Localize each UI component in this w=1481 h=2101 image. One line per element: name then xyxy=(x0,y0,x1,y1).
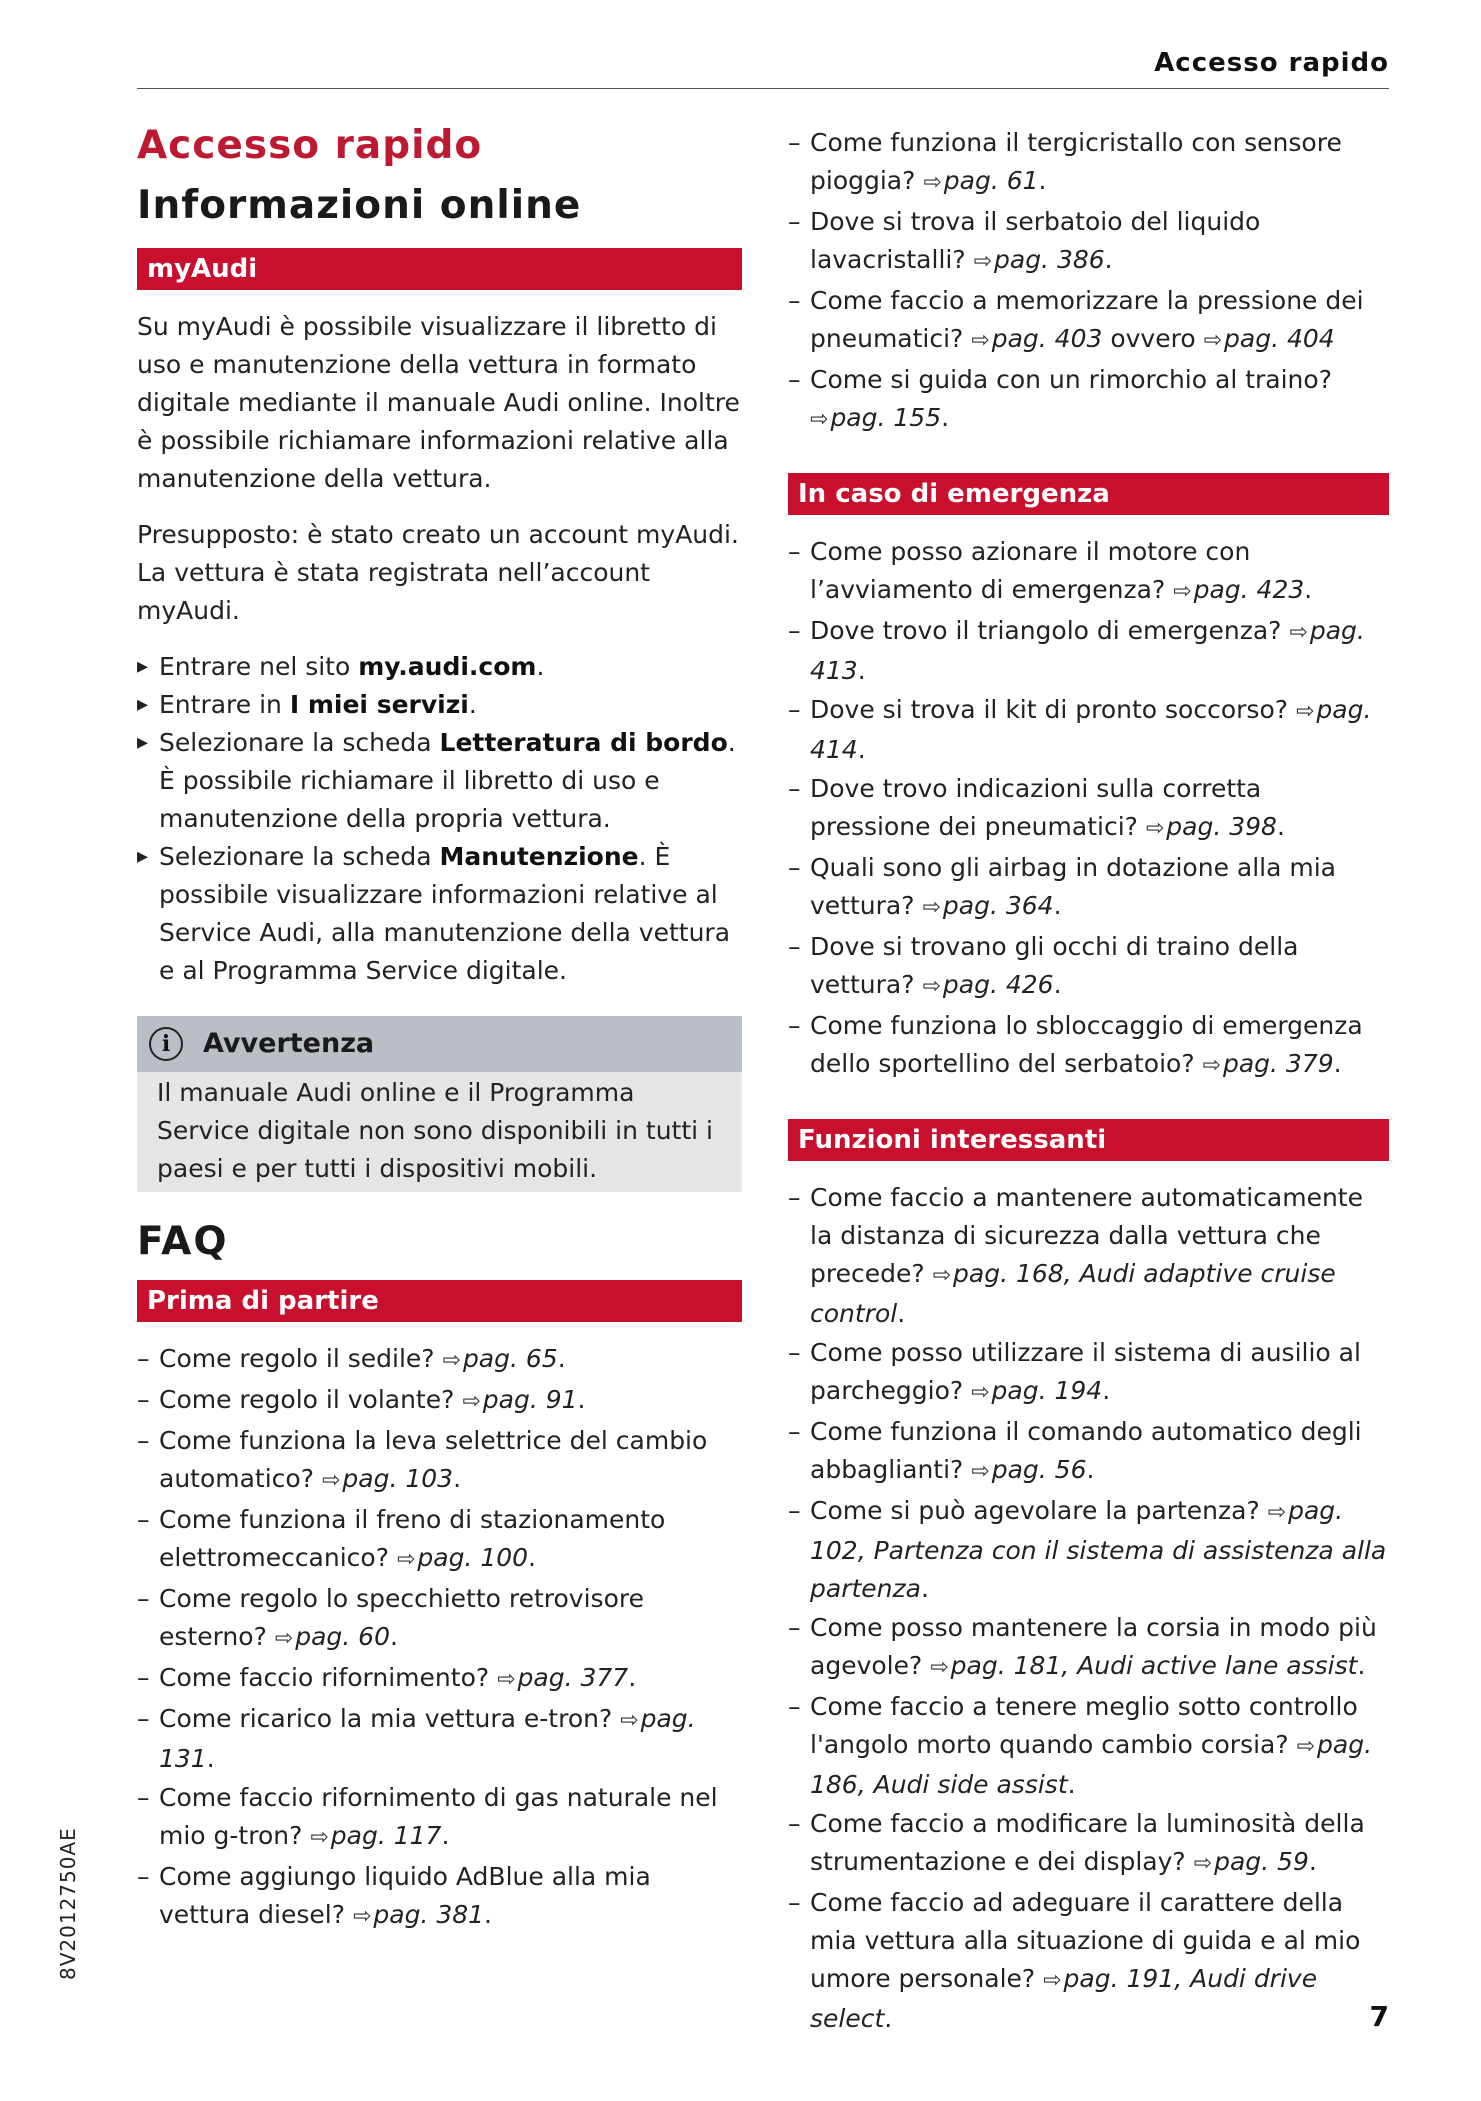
page-reference[interactable] xyxy=(971,324,1102,353)
faq-list xyxy=(137,1340,742,1936)
note-box xyxy=(137,1016,742,1192)
faq-punct: . xyxy=(1308,1847,1317,1876)
page-reference[interactable] xyxy=(974,245,1105,274)
faq-punct: . xyxy=(920,1574,929,1603)
page-reference[interactable] xyxy=(322,1464,453,1493)
page-number: 7 xyxy=(1369,2000,1389,2033)
page-reference-text: pag. 131 xyxy=(159,1704,696,1773)
page-reference-text: pag. 426 xyxy=(942,970,1054,999)
page-reference-text: pag. 59 xyxy=(1214,1847,1309,1876)
faq-question: Dove si trovano gli occhi di traino della vettura? xyxy=(810,932,1299,999)
page-reference[interactable] xyxy=(443,1344,558,1373)
page-reference-text: pag. 186, Audi side assist xyxy=(810,1730,1373,1799)
arrow-right-icon: ⇨ xyxy=(274,1626,294,1651)
page-reference-text: pag. 155 xyxy=(830,403,942,432)
faq-punct: . xyxy=(941,403,950,432)
faq-question: Come ricarico la mia vettura e-tron? xyxy=(159,1704,621,1733)
page-reference-text: pag. 102, Partenza con il sistema di assistenza alla partenza xyxy=(810,1496,1387,1603)
arrow-right-icon: ⇨ xyxy=(930,1655,949,1680)
faq-punct: . xyxy=(453,1464,462,1493)
page-reference[interactable] xyxy=(1194,1847,1309,1876)
right-column xyxy=(788,124,1389,2039)
page-reference[interactable] xyxy=(310,1821,441,1850)
page-reference-text: pag. 377 xyxy=(517,1663,629,1692)
faq-item xyxy=(788,1805,1389,1883)
faq-item xyxy=(788,928,1389,1006)
page-reference-text: pag. 191, Audi drive select xyxy=(810,1964,1318,2033)
faq-title: FAQ xyxy=(137,1219,229,1264)
faq-punct: . xyxy=(528,1543,536,1572)
page-reference[interactable] xyxy=(397,1543,528,1572)
step-item: ▸ Entrare in I miei servizi. xyxy=(137,686,742,724)
faq-punct: . xyxy=(484,1900,492,1929)
page-reference[interactable] xyxy=(1146,812,1277,841)
page-reference-text: pag. 181, Audi active lane assist xyxy=(950,1651,1358,1680)
faq-item xyxy=(788,849,1389,927)
page-reference[interactable] xyxy=(971,1455,1086,1484)
section-title: Accesso rapido xyxy=(137,123,483,168)
arrow-right-icon: ⇨ xyxy=(497,1667,516,1692)
faq-question: Come si guida con un rimorchio al traino? xyxy=(810,365,1332,394)
myaudi-bar: myAudi xyxy=(137,248,742,290)
faq-punct: . xyxy=(857,735,866,764)
note-title: Avvertenza xyxy=(203,1028,375,1059)
page-reference-text: pag. 65 xyxy=(462,1344,558,1373)
arrow-right-icon: ⇨ xyxy=(1145,816,1165,841)
arrow-right-icon: ⇨ xyxy=(971,328,990,353)
faq-question: Come posso azionare il motore con l’avviamento di emergenza? xyxy=(810,537,1251,604)
arrow-right-icon: ⇨ xyxy=(620,1708,639,1733)
faq-group-bar: Funzioni interessanti xyxy=(788,1119,1389,1161)
page-reference[interactable] xyxy=(1203,1049,1334,1078)
arrow-right-icon: ⇨ xyxy=(1173,579,1192,604)
myaudi-intro: Su myAudi è possibile visualizzare il libretto di uso e manutenzione della vettura in formato digitale mediante il manuale Audi online. Inoltre è possibile richiamare informazioni relative alla manutenzione della vettura. xyxy=(137,312,740,493)
faq-question: Come funziona il freno di stazionamento elettromeccanico? xyxy=(159,1505,666,1572)
page-reference[interactable] xyxy=(1173,575,1304,604)
faq-question: Come faccio a tenere meglio sotto controllo l'angolo morto quando cambio corsia? xyxy=(810,1692,1358,1759)
arrow-right-icon: ⇨ xyxy=(1203,328,1223,353)
arrow-right-icon: ⇨ xyxy=(352,1904,372,1929)
faq-list xyxy=(788,124,1389,439)
page-reference[interactable] xyxy=(497,1663,628,1692)
faq-punct: . xyxy=(577,1385,586,1414)
page-reference-text: pag. 168, Audi adaptive cruise control xyxy=(810,1259,1336,1328)
page-reference-text: pag. 91 xyxy=(482,1385,578,1414)
page-reference-text: pag. 414 xyxy=(810,695,1372,764)
arrow-right-icon: ⇨ xyxy=(973,249,992,274)
faq-punct: . xyxy=(1333,1049,1342,1078)
myaudi-requirement: Presupposto: è stato creato un account myAudi. La vettura è stata registrata nell’account myAudi. xyxy=(137,520,739,625)
faq-punct: . xyxy=(557,1344,566,1373)
faq-punct: . xyxy=(857,656,866,685)
faq-punct: . xyxy=(390,1622,398,1651)
arrow-right-icon: ⇨ xyxy=(923,170,942,195)
faq-group-bar: Prima di partire xyxy=(137,1280,742,1322)
faq-item xyxy=(137,1580,742,1658)
page-reference-text: pag. 60 xyxy=(295,1622,390,1651)
info-icon: i xyxy=(149,1027,183,1061)
page-reference-text: pag. 56 xyxy=(991,1455,1087,1484)
faq-punct: . xyxy=(884,2004,893,2033)
faq-punct: . xyxy=(1102,1376,1111,1405)
page-reference[interactable] xyxy=(462,1385,577,1414)
faq-item xyxy=(788,691,1389,769)
faq-list xyxy=(788,533,1389,1085)
page-reference-text: pag. 403 xyxy=(991,324,1103,353)
faq-question: Come funziona il comando automatico degli abbaglianti? xyxy=(810,1417,1362,1484)
arrow-right-icon: ⇨ xyxy=(971,1459,990,1484)
faq-item xyxy=(137,1858,742,1936)
left-column xyxy=(137,122,742,1937)
arrow-right-icon: ⇨ xyxy=(932,1263,952,1288)
step-item: ▸ Selezionare la scheda Letteratura di bordo. È possibile richiamare il libretto di uso e manutenzione della propria vettura. xyxy=(137,724,742,838)
page-reference-text: pag. 364 xyxy=(942,891,1054,920)
faq-punct: . xyxy=(1053,970,1062,999)
faq-group-bar: In caso di emergenza xyxy=(788,473,1389,515)
faq-question: Come faccio ad adeguare il carattere della mia vettura alla situazione di guida e al mio umore personale? xyxy=(810,1888,1361,1993)
page-reference-text: pag. 413 xyxy=(810,616,1365,685)
faq-item xyxy=(137,1779,742,1857)
arrow-right-icon: ⇨ xyxy=(971,1380,990,1405)
faq-question: Come faccio a memorizzare la pressione dei pneumatici? xyxy=(810,286,1364,353)
arrow-right-icon: ⇨ xyxy=(1296,1734,1316,1759)
faq-question: Come aggiungo liquido AdBlue alla mia vettura diesel? xyxy=(159,1862,651,1929)
faq-punct: . xyxy=(628,1663,637,1692)
page-reference[interactable] xyxy=(810,403,941,432)
faq-question: Come si può agevolare la partenza? xyxy=(810,1496,1268,1525)
faq-question: Come faccio a modificare la luminosità della strumentazione e dei display? xyxy=(810,1809,1365,1876)
arrow-right-icon: ⇨ xyxy=(1193,1851,1213,1876)
faq-punct: . xyxy=(441,1821,450,1850)
page-reference-text: pag. 194 xyxy=(991,1376,1103,1405)
page-reference[interactable] xyxy=(922,970,1053,999)
page-reference[interactable] xyxy=(971,1376,1102,1405)
page-reference-text: pag. 404 xyxy=(1224,324,1335,353)
page-reference[interactable] xyxy=(353,1900,484,1929)
faq-question: Dove si trova il kit di pronto soccorso? xyxy=(810,695,1296,724)
page-reference-text: pag. 117 xyxy=(330,1821,442,1850)
faq-item xyxy=(788,1609,1389,1687)
faq-list xyxy=(788,1179,1389,2038)
faq-question: Come regolo il sedile? xyxy=(159,1344,443,1373)
faq-punct: . xyxy=(1053,891,1062,920)
arrow-right-icon: ⇨ xyxy=(1289,620,1308,645)
faq-punct: . xyxy=(206,1744,215,1773)
note-text: Il manuale Audi online e il Programma Service digitale non sono disponibili in tutti i paesi e per tutti i dispositivi mobili. xyxy=(157,1078,713,1183)
faq-question: Dove si trova il serbatoio del liquido lavacristalli? xyxy=(810,207,1261,274)
faq-item xyxy=(788,282,1389,360)
document-code: 8V2012750AE xyxy=(56,1827,80,1980)
faq-punct: . xyxy=(1104,245,1113,274)
page-reference-text: pag. 423 xyxy=(1193,575,1305,604)
faq-item xyxy=(788,1007,1389,1085)
faq-punct: . xyxy=(1276,812,1285,841)
faq-punct: . xyxy=(1304,575,1313,604)
faq-item xyxy=(137,1501,742,1579)
page-reference-text: pag. 103 xyxy=(342,1464,454,1493)
faq-connector: ovvero xyxy=(1102,324,1204,353)
faq-item xyxy=(137,1340,742,1380)
page-reference-text: pag. 379 xyxy=(1222,1049,1334,1078)
arrow-right-icon: ⇨ xyxy=(1267,1500,1287,1525)
subsection-title: Informazioni online xyxy=(137,183,582,228)
faq-question: Come funziona la leva selettrice del cambio automatico? xyxy=(159,1426,708,1493)
arrow-right-icon: ⇨ xyxy=(922,974,941,999)
faq-item xyxy=(788,612,1389,690)
faq-question: Dove trovo indicazioni sulla corretta pressione dei pneumatici? xyxy=(810,774,1262,841)
page-reference[interactable] xyxy=(1204,324,1335,353)
myaudi-steps xyxy=(137,648,742,990)
faq-item xyxy=(788,1492,1389,1608)
step-item: ▸ Selezionare la scheda Manutenzione. È possibile visualizzare informazioni relative al Service Audi, alla manutenzione della vettura e al Programma Service digitale. xyxy=(137,838,742,990)
faq-item xyxy=(788,1884,1389,2038)
faq-item xyxy=(788,1688,1389,1804)
faq-question: Quali sono gli airbag in dotazione alla mia vettura? xyxy=(810,853,1337,920)
page-reference-text: pag. 100 xyxy=(417,1543,529,1572)
faq-item xyxy=(788,124,1389,202)
faq-punct: . xyxy=(1357,1651,1366,1680)
faq-item xyxy=(788,203,1389,281)
page-reference-text: pag. 381 xyxy=(373,1900,485,1929)
faq-question: Come funziona il tergicristallo con sensore pioggia? xyxy=(810,128,1342,195)
faq-punct: . xyxy=(1038,166,1047,195)
running-head: Accesso rapido xyxy=(1154,48,1389,78)
arrow-right-icon: ⇨ xyxy=(922,895,941,920)
faq-question: Come faccio rifornimento di gas naturale nel mio g-tron? xyxy=(159,1783,718,1850)
arrow-right-icon: ⇨ xyxy=(310,1825,329,1850)
arrow-right-icon: ⇨ xyxy=(1043,1968,1062,1993)
faq-item xyxy=(788,1413,1389,1491)
page-reference-text: pag. 398 xyxy=(1166,812,1277,841)
faq-question: Come posso mantenere la corsia in modo più agevole? xyxy=(810,1613,1377,1680)
header-rule xyxy=(137,88,1389,89)
arrow-right-icon: ⇨ xyxy=(1295,699,1315,724)
page-reference[interactable] xyxy=(275,1622,390,1651)
page-reference-text: pag. 61 xyxy=(943,166,1039,195)
faq-question: Come faccio a mantenere automaticamente la distanza di sicurezza dalla vettura che precede? xyxy=(810,1183,1363,1288)
faq-item xyxy=(788,1334,1389,1412)
faq-question: Come regolo lo specchietto retrovisore esterno? xyxy=(159,1584,644,1651)
faq-item xyxy=(788,361,1389,439)
arrow-right-icon: ⇨ xyxy=(321,1468,341,1493)
step-item: ▸ Entrare nel sito my.audi.com. xyxy=(137,648,742,686)
faq-punct: . xyxy=(1067,1770,1076,1799)
faq-question: Come posso utilizzare il sistema di ausilio al parcheggio? xyxy=(810,1338,1361,1405)
page-reference[interactable] xyxy=(923,166,1038,195)
faq-item xyxy=(137,1422,742,1500)
faq-punct: . xyxy=(1086,1455,1095,1484)
faq-question: Come funziona lo sbloccaggio di emergenza dello sportellino del serbatoio? xyxy=(810,1011,1363,1078)
arrow-right-icon: ⇨ xyxy=(442,1348,461,1373)
faq-item xyxy=(137,1659,742,1699)
faq-question: Dove trovo il triangolo di emergenza? xyxy=(810,616,1290,645)
faq-question: Come faccio rifornimento? xyxy=(159,1663,498,1692)
faq-item xyxy=(788,1179,1389,1333)
faq-punct: . xyxy=(897,1299,906,1328)
note-header xyxy=(137,1016,742,1072)
faq-item xyxy=(788,533,1389,611)
faq-question: Come regolo il volante? xyxy=(159,1385,463,1414)
arrow-right-icon: ⇨ xyxy=(1202,1053,1221,1078)
arrow-right-icon: ⇨ xyxy=(810,407,829,432)
page-reference[interactable] xyxy=(922,891,1053,920)
arrow-right-icon: ⇨ xyxy=(396,1547,416,1572)
faq-item xyxy=(788,770,1389,848)
faq-item xyxy=(137,1700,742,1778)
faq-item xyxy=(137,1381,742,1421)
page-reference[interactable] xyxy=(930,1651,1357,1680)
arrow-right-icon: ⇨ xyxy=(462,1389,481,1414)
page-reference-text: pag. 386 xyxy=(994,245,1105,274)
